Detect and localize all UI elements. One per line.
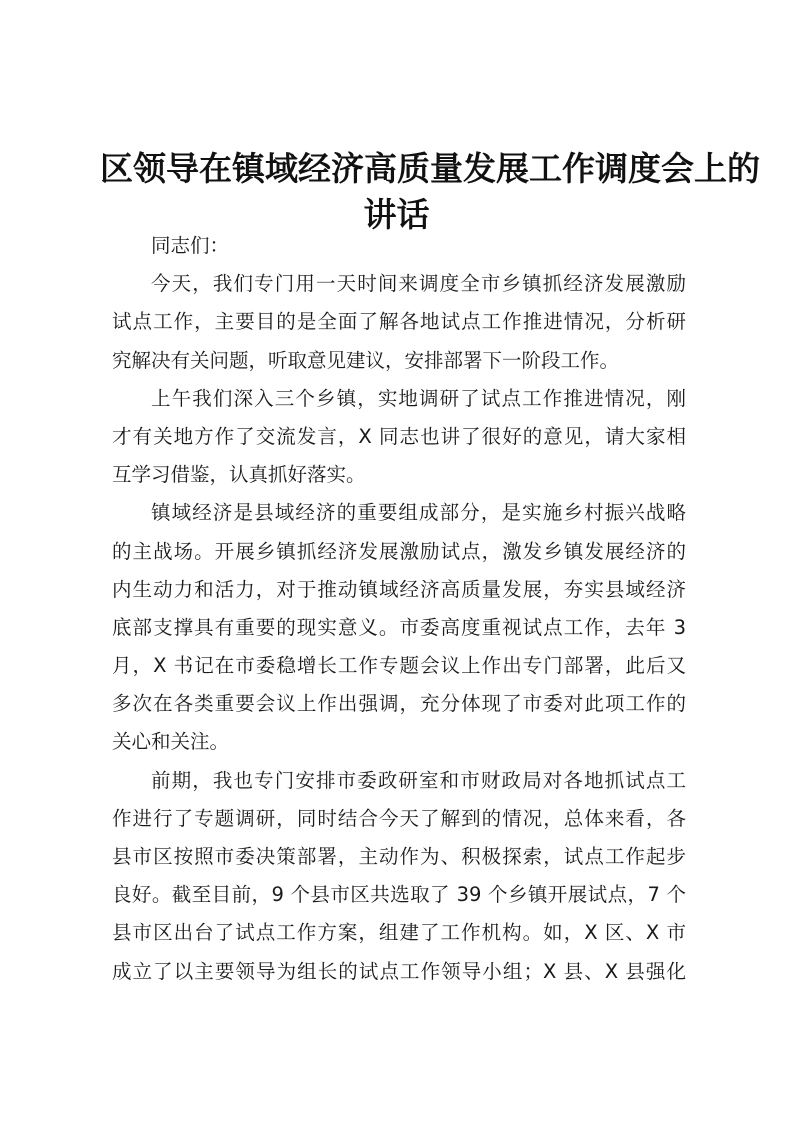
- document-title-line-1: 区领导在镇域经济高质量发展工作调度会上的: [100, 149, 760, 188]
- document-body: [112, 227, 686, 991]
- paragraph-3-line: 月，X 书记在市委稳增长工作专题会议上作出专门部署，此后又: [112, 654, 686, 678]
- paragraph-3-line: 关心和关注。: [112, 730, 230, 754]
- paragraph-4-line: 县市区按照市委决策部署，主动作为、积极探索，试点工作起步: [112, 845, 686, 868]
- paragraph-2-line: 互学习借鉴，认真抓好落实。: [112, 463, 366, 487]
- document-title-line-2: 讲话: [363, 195, 430, 234]
- paragraph-1-line: 试点工作，主要目的是全面了解各地试点工作推进情况，分析研: [112, 310, 686, 334]
- paragraph-4-line: 良好。截至目前，9 个县市区共选取了 39 个乡镇开展试点，7 个: [112, 883, 686, 907]
- paragraph-3-line: 内生动力和活力，对于推动镇域经济高质量发展，夯实县域经济: [112, 577, 686, 601]
- paragraph-3-line: 镇域经济是县域经济的重要组成部分，是实施乡村振兴战略: [151, 501, 686, 525]
- paragraph-1-line: 今天，我们专门用一天时间来调度全市乡镇抓经济发展激励: [151, 272, 686, 296]
- paragraph-4-line: 成立了以主要领导为组长的试点工作领导小组；X 县、X 县强化: [112, 959, 686, 983]
- paragraph-4-line: 作进行了专题调研，同时结合今天了解到的情况，总体来看，各: [112, 806, 686, 830]
- paragraph-4-line: 县市区出台了试点工作方案，组建了工作机构。如，X 区、X 市: [112, 921, 686, 945]
- paragraph-2-line: 上午我们深入三个乡镇，实地调研了试点工作推进情况，刚: [151, 386, 686, 410]
- paragraph-1-line: 究解决有关问题，听取意见建议，安排部署下一阶段工作。: [112, 348, 620, 372]
- paragraph-3-line: 底部支撑具有重要的现实意义。市委高度重视试点工作，去年 3: [112, 615, 686, 639]
- salutation: 同志们：: [151, 234, 230, 257]
- paragraph-3-line: 的主战场。开展乡镇抓经济发展激励试点，激发乡镇发展经济的: [112, 539, 686, 563]
- paragraph-3-line: 多次在各类重要会议上作出强调，充分体现了市委对此项工作的: [112, 692, 686, 716]
- paragraph-4-line: 前期，我也专门安排市委政研室和市财政局对各地抓试点工: [151, 768, 686, 792]
- paragraph-2-line: 才有关地方作了交流发言，X 同志也讲了很好的意见，请大家相: [112, 424, 686, 448]
